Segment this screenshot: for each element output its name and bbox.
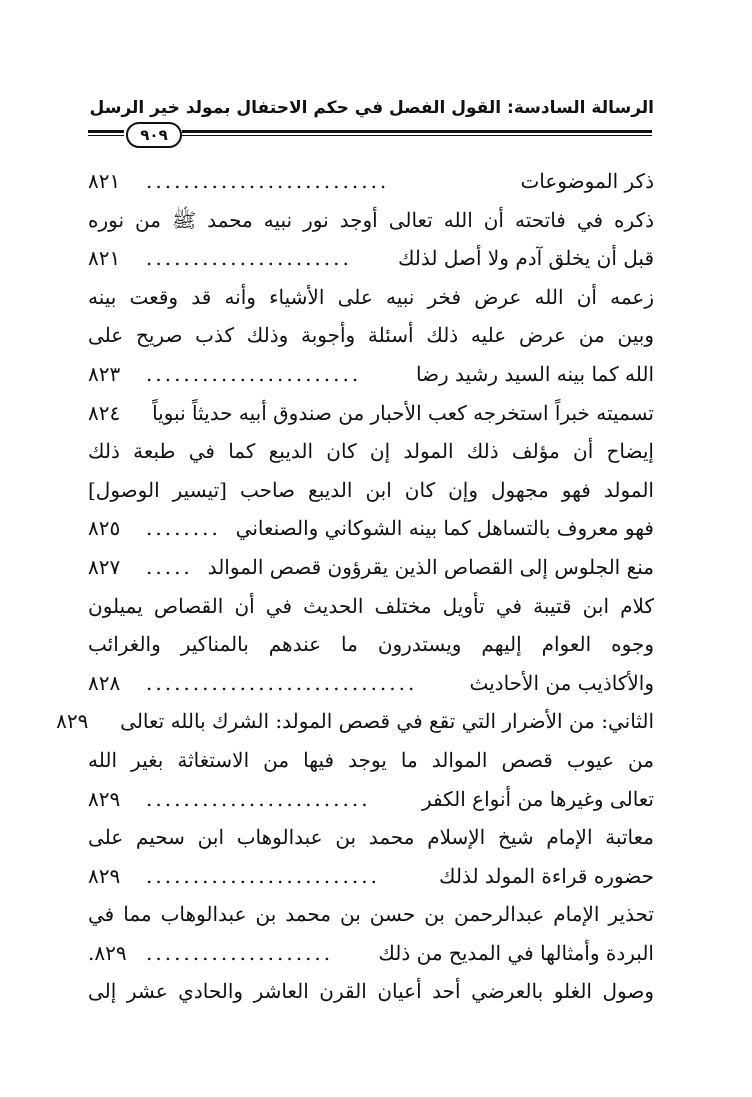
- index-entry: [88, 895, 654, 934]
- entry-text: قبل أن يخلق آدم ولا أصل لذلك: [397, 246, 654, 271]
- index-entry: [88, 316, 654, 355]
- entry-text: والأكاذيب من الأحاديث: [469, 670, 654, 695]
- index-entry: [88, 355, 654, 394]
- entry-leader-dots: ..........................: [146, 169, 390, 193]
- index-entry: [88, 625, 654, 664]
- index-entry: [88, 509, 654, 548]
- entry-text: وجوه العوام إليهم ويستدرون ما عندهم بالمناكير والغرائب: [88, 632, 654, 657]
- entry-text: الله كما بينه السيد رشيد رضا: [415, 361, 654, 386]
- index-entry: [88, 664, 654, 703]
- entry-text: المولد فهو مجهول وإن كان ابن الديبع صاحب [تيسير الوصول]: [88, 477, 654, 502]
- entry-leader-dots: .......................: [146, 361, 362, 386]
- entry-page-number: ٨٢٩: [88, 863, 121, 888]
- entry-leader-dots: .....: [146, 554, 193, 579]
- header-rule: [88, 122, 652, 146]
- index-entry: [88, 818, 654, 857]
- index-entry: [88, 432, 654, 471]
- index-entry: [88, 201, 654, 240]
- header-rule-left: [88, 130, 124, 133]
- index-entry: [56, 702, 654, 741]
- entry-leader-dots: ......................: [146, 246, 352, 271]
- entry-text: من عيوب قصص الموالد ما يوجد فيها من الاستغاثة بغير الله: [88, 747, 654, 772]
- entry-page-number: ٨٢٤: [88, 400, 121, 425]
- index-entry: [88, 972, 654, 1011]
- entry-text: وصول الغلو بالعرضي أحد أعيان القرن العاشر والحادي عشر إلى: [88, 979, 654, 1004]
- entry-text: الثاني: من الأضرار التي تقع في قصص المولد: الشرك بالله تعالى: [120, 709, 654, 734]
- entry-leader-dots: ....................: [146, 940, 334, 965]
- index-entry: [88, 239, 654, 278]
- entry-page-number: ٨٢١: [88, 246, 121, 271]
- entry-page-number: ٨٢٩: [88, 786, 121, 811]
- entry-text: وبين من عرض عليه ذلك أسئلة وأجوبة وذلك كذب صريح على: [88, 323, 654, 348]
- index-entry: [88, 780, 654, 819]
- entry-text: حضوره قراءة المولد لذلك: [439, 863, 654, 888]
- header-rule-right: [182, 130, 652, 133]
- index-entry: [88, 857, 654, 896]
- entry-text: البردة وأمثالها في المديح من ذلك: [378, 940, 654, 965]
- index-entry: [88, 471, 654, 510]
- entry-text: فهو معروف بالتساهل كما بينه الشوكاني والصنعاني: [235, 516, 654, 541]
- entry-text: ذكره في فاتحته أن الله تعالى أوجد نور نبيه محمد ﷺ من نوره: [88, 207, 654, 232]
- index-entry: [88, 394, 654, 433]
- index-entry: [88, 934, 654, 973]
- entry-text: ذكر الموضوعات: [520, 169, 654, 193]
- entry-leader-dots: ........: [146, 516, 221, 541]
- entry-page-number: ٨٢٣: [88, 361, 121, 386]
- index-entry: [88, 162, 654, 201]
- index-entry: [88, 741, 654, 780]
- header-rule-left-thin: [88, 135, 124, 136]
- entry-page-number: ٨٢٧: [88, 554, 121, 579]
- index-entries: [56, 162, 654, 1011]
- entry-leader-dots: .........................: [146, 863, 380, 888]
- entry-page-number: ٨٢٩.: [88, 940, 127, 965]
- entry-text: زعمه أن الله عرض فخر نبيه على الأشياء وأنه قد وقعت بينه: [88, 284, 654, 309]
- index-entry: [88, 587, 654, 626]
- entry-leader-dots: ........................: [146, 786, 371, 811]
- entry-page-number: ٨٢٨: [88, 670, 121, 695]
- entry-text: معاتبة الإمام شيخ الإسلام محمد بن عبدالوهاب ابن سحيم على: [88, 825, 654, 850]
- index-entry: [88, 548, 654, 587]
- entry-text: كلام ابن قتيبة في تأويل مختلف الحديث في أن القصاص يميلون: [88, 593, 654, 618]
- entry-page-number: ٨٢١: [88, 169, 121, 193]
- entry-text: إيضاح أن مؤلف ذلك المولد إن كان الديبع كما في طبعة ذلك: [88, 439, 654, 464]
- page-number-badge: ٩٠٩: [126, 122, 182, 148]
- entry-text: منع الجلوس إلى القصاص الذين يقرؤون قصص الموالد: [207, 554, 654, 579]
- index-entry: [88, 278, 654, 317]
- entry-text: تحذير الإمام عبدالرحمن بن حسن بن محمد بن عبدالوهاب مما في: [88, 902, 654, 927]
- running-header-title: الرسالة السادسة: القول الفصل في حكم الاحتفال بمولد خير الرسل: [89, 98, 654, 118]
- entry-text: تعالى وغيرها من أنواع الكفر: [421, 786, 654, 811]
- entry-page-number: ٨٢٩: [56, 709, 89, 734]
- entry-leader-dots: .............................: [146, 670, 418, 695]
- entry-page-number: ٨٢٥: [88, 516, 121, 541]
- entry-text: تسميته خبراً استخرجه كعب الأحبار من صندوق أبيه حديثاً نبوياً: [152, 400, 654, 425]
- header-rule-right-thin: [182, 135, 652, 136]
